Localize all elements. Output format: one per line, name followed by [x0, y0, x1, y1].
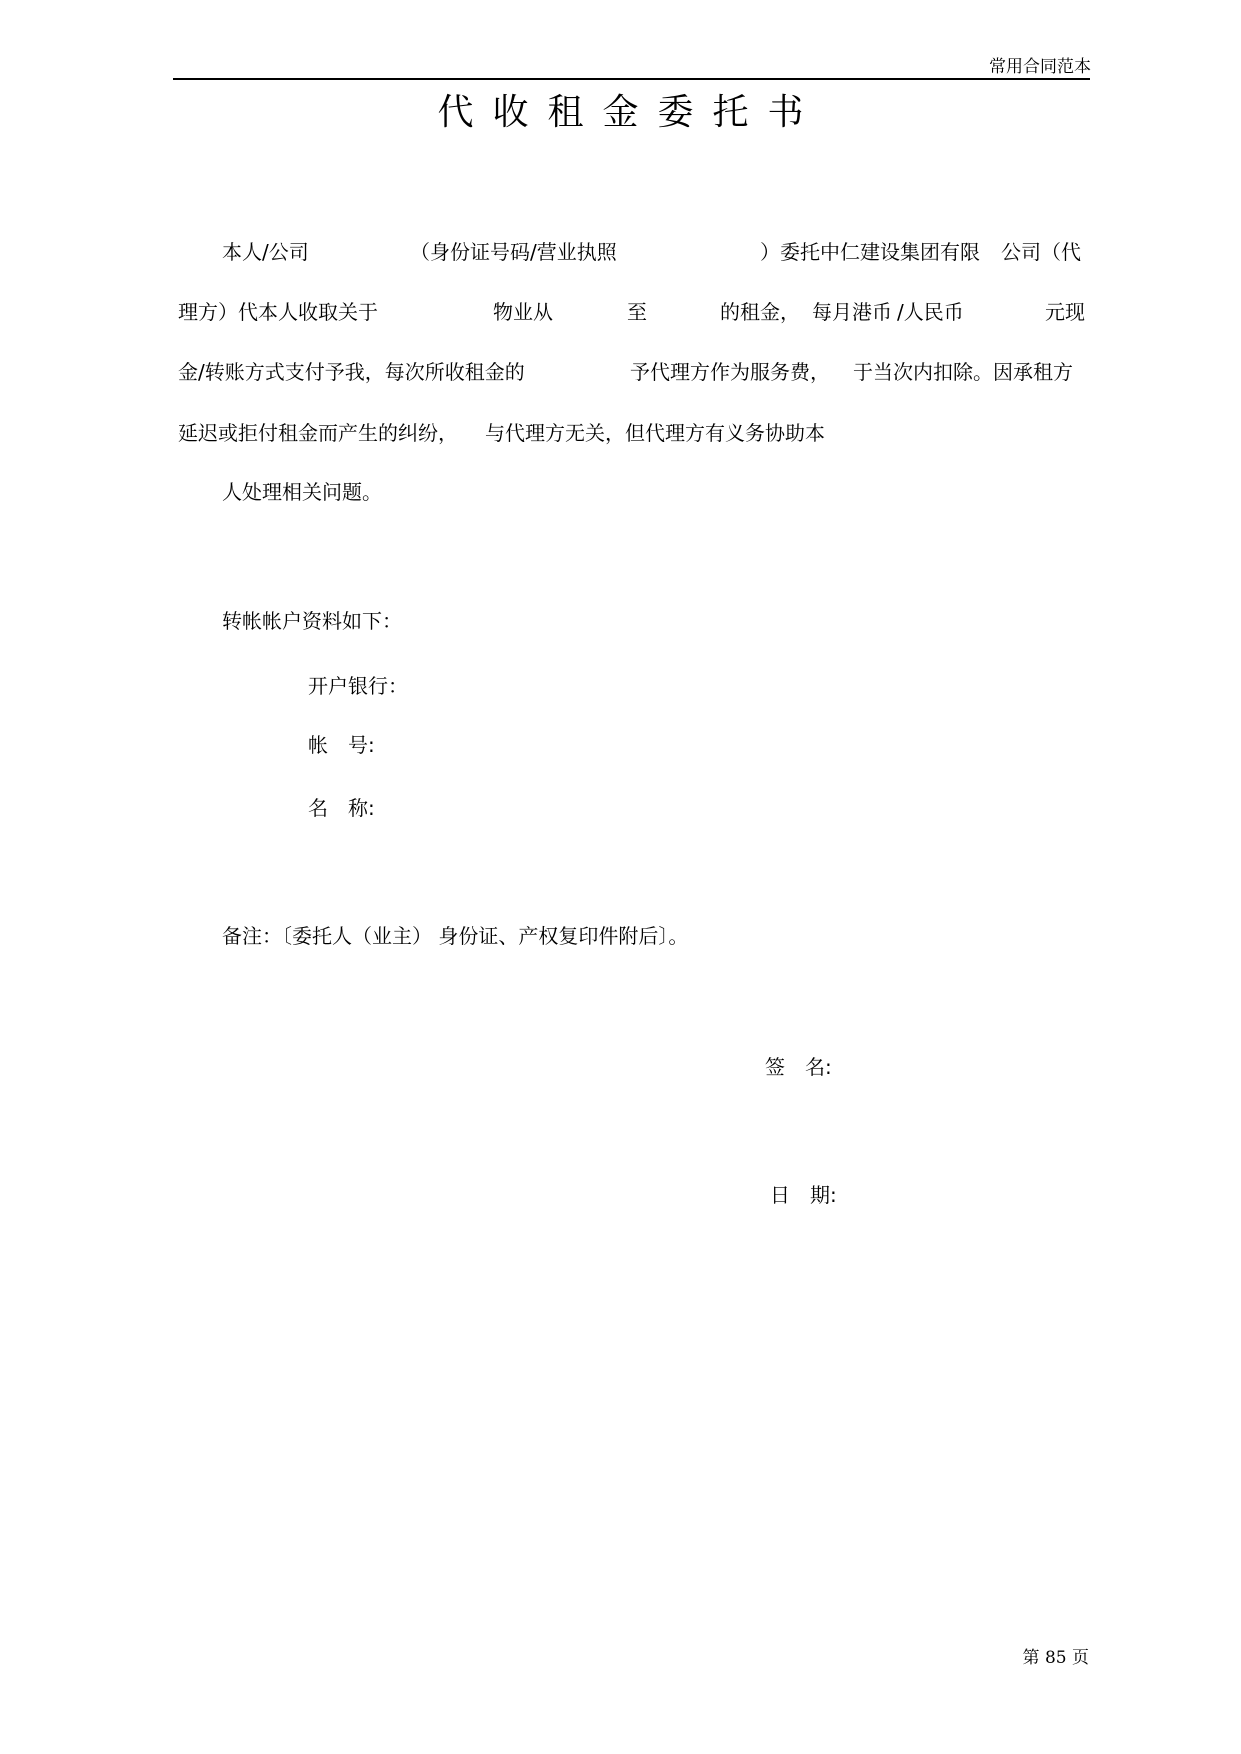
line3-text-b: 予代理方作为服务费，: [630, 360, 830, 384]
paragraph-line-5: 人处理相关问题。: [222, 480, 382, 504]
account-intro: 转帐帐户资料如下：: [222, 609, 402, 633]
line2-text-e: 每月港币: [812, 300, 892, 324]
line2-text-d: 的租金，: [720, 300, 800, 324]
line1-text-b: （身份证号码/营业执照: [410, 240, 617, 264]
line2-text-a: 理方）代本人收取关于: [178, 300, 378, 324]
bank-label: 开户银行：: [308, 674, 408, 698]
line2-text-c: 至: [627, 300, 647, 324]
line1-text-a: 本人/公司: [222, 240, 309, 264]
line4-text-b: 与代理方无关，但代理方有义务协助本: [485, 421, 825, 445]
signature-label: 签 名:: [765, 1055, 832, 1079]
date-label: 日 期:: [770, 1183, 837, 1207]
line2-text-b: 物业从: [493, 300, 553, 324]
header-divider: [173, 78, 1090, 80]
line1-text-c: ）委托中仁建设集团有限: [760, 240, 980, 264]
note-text: 备注：〔委托人（业主） 身份证、产权复印件附后〕。: [222, 924, 689, 948]
document-title: 代收租金委托书: [437, 92, 823, 133]
line3-text-a: 金/转账方式支付予我，每次所收租金的: [178, 360, 525, 384]
line4-text-a: 延迟或拒付租金而产生的纠纷，: [178, 421, 458, 445]
account-name-label: 名 称:: [308, 796, 375, 820]
header-label: 常用合同范本: [989, 57, 1091, 77]
line2-text-g: 元现: [1045, 300, 1085, 324]
line1-text-d: 公司（代: [1001, 240, 1081, 264]
page-number: 第 85 页: [1022, 1648, 1089, 1668]
account-number-label: 帐 号:: [308, 733, 375, 757]
line2-text-f: /人民币: [897, 300, 964, 324]
line3-text-c: 于当次内扣除。因承租方: [853, 360, 1073, 384]
